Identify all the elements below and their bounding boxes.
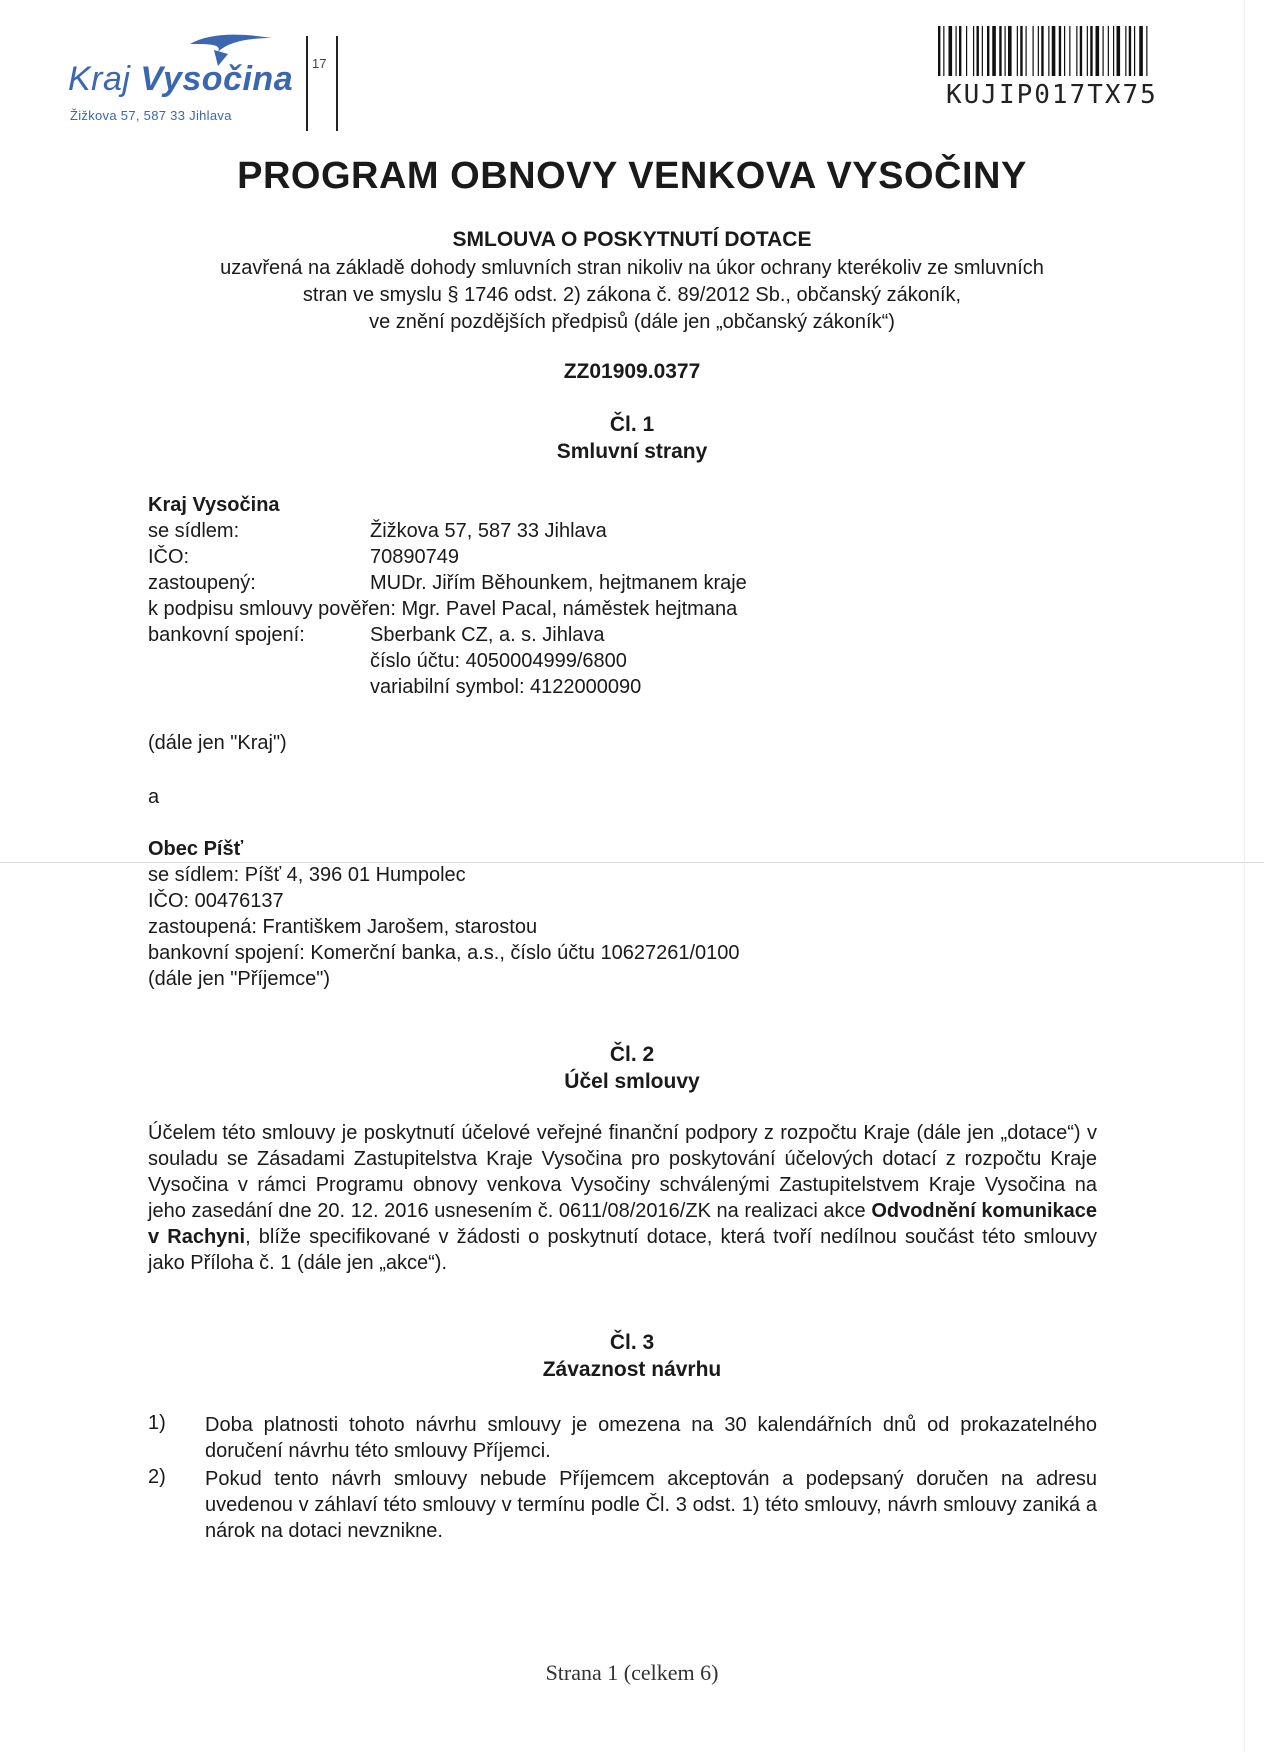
- list-item-number: 2): [148, 1466, 166, 1488]
- party1-seat-value: Žižkova 57, 587 33 Jihlava: [370, 520, 607, 542]
- party1-bank-label: bankovní spojení:: [148, 624, 305, 646]
- intro-line: ve znění pozdějších předpisů (dále jen „občanský zákoník“): [369, 311, 895, 333]
- intro-line: stran ve smyslu § 1746 odst. 2) zákona č. 89/2012 Sb., občanský zákoník,: [302, 284, 962, 306]
- article-number: Čl. 2: [609, 1043, 655, 1066]
- party1-ico-label: IČO:: [148, 546, 190, 568]
- party2-ico: IČO: 00476137: [148, 890, 284, 912]
- party2-seat: se sídlem: Píšť 4, 396 01 Humpolec: [148, 864, 466, 886]
- party1-account: číslo účtu: 4050004999/6800: [370, 650, 627, 672]
- logo-wordmark: [68, 60, 293, 99]
- logo-text-light: Kraj: [68, 60, 141, 98]
- article-title: Účel smlouvy: [564, 1070, 700, 1093]
- party1-name: Kraj Vysočina: [148, 494, 280, 516]
- article2-paragraph: [148, 1120, 1097, 1276]
- barcode: [938, 26, 1206, 76]
- logo-address: Žižkova 57, 587 33 Jihlava: [70, 108, 232, 123]
- article2-text: , blíže specifikované v žádosti o poskytnutí dotace, která tvoří nedílnou součást této smlouvy jako Příloha č. 1 (dále jen „akce“).: [148, 1226, 1097, 1274]
- barcode-label: KUJIP017TX75: [946, 80, 1158, 110]
- party1-seat-label: se sídlem:: [148, 520, 240, 542]
- party1-signer: k podpisu smlouvy pověřen: Mgr. Pavel Pacal, náměstek hejtmana: [148, 598, 738, 620]
- party1-bank-value: Sberbank CZ, a. s. Jihlava: [370, 624, 605, 646]
- list-item-number: 1): [148, 1412, 166, 1434]
- article2-text: Účelem této smlouvy je poskytnutí účelové veřejné finanční podpory z rozpočtu Kraje (dále jen „dotace“) v souladu se Zásadami Zastupitelstva Kraje Vysočina pro poskytování účelových dotací z rozpočtu Kraje Vysočina v rámci Programu obnovy venkova Vysočiny schválenými Zastupitelstvem Kraje Vysočina na jeho zasedání dne 20. 12. 2016 usnesením č. 0611/08/2016/ZK na realizaci akce: [148, 1122, 1097, 1222]
- party2-rep: zastoupená: Františkem Jarošem, starostou: [148, 916, 538, 938]
- article-number: Čl. 3: [609, 1331, 655, 1354]
- party1-alias: (dále jen "Kraj"): [148, 732, 287, 754]
- article-number: Čl. 1: [609, 413, 655, 436]
- header-divider: [306, 36, 308, 131]
- header-divider: [336, 36, 338, 131]
- document-number: 17: [312, 56, 327, 71]
- article-title: Smluvní strany: [556, 440, 708, 463]
- article-title: Závaznost návrhu: [542, 1358, 722, 1381]
- party1-variable-symbol: variabilní symbol: 4122000090: [370, 676, 642, 698]
- list-item: Pokud tento návrh smlouvy nebude Příjemcem akceptován a podepsaný doručen na adresu uvedenou v záhlaví této smlouvy v termínu podle Čl. 3 odst. 1) této smlouvy, návrh smlouvy zaniká a nárok na dotaci nevznikne.: [205, 1468, 1097, 1542]
- page-footer: Strana 1 (celkem 6): [545, 1660, 719, 1685]
- contract-subtitle: SMLOUVA O POSKYTNUTÍ DOTACE: [452, 228, 812, 251]
- conjunction: a: [148, 786, 160, 808]
- party1-rep-value: MUDr. Jiřím Běhounkem, hejtmanem kraje: [370, 572, 747, 594]
- list-item: Doba platnosti tohoto návrhu smlouvy je omezena na 30 kalendářních dnů od prokazatelného doručení návrhu této smlouvy Příjemci.: [205, 1414, 1097, 1462]
- party2-bank: bankovní spojení: Komerční banka, a.s., číslo účtu 10627261/0100: [148, 942, 740, 964]
- intro-text: [0, 255, 1264, 336]
- project-name: Odvodnění komunikace v Rachyni: [148, 1200, 1097, 1248]
- page-title: PROGRAM OBNOVY VENKOVA VYSOČINY: [237, 155, 1027, 197]
- intro-line: uzavřená na základě dohody smluvních stran nikoliv na úkor ochrany kterékoliv ze smluvních: [220, 257, 1044, 279]
- party1-ico-value: 70890749: [370, 546, 459, 568]
- logo-text-bold: Vysočina: [140, 60, 294, 98]
- contract-reference: ZZ01909.0377: [563, 360, 701, 383]
- party1-rep-label: zastoupený:: [148, 572, 256, 594]
- party2-alias: (dále jen "Příjemce"): [148, 968, 331, 990]
- party2-name: Obec Píšť: [148, 838, 244, 860]
